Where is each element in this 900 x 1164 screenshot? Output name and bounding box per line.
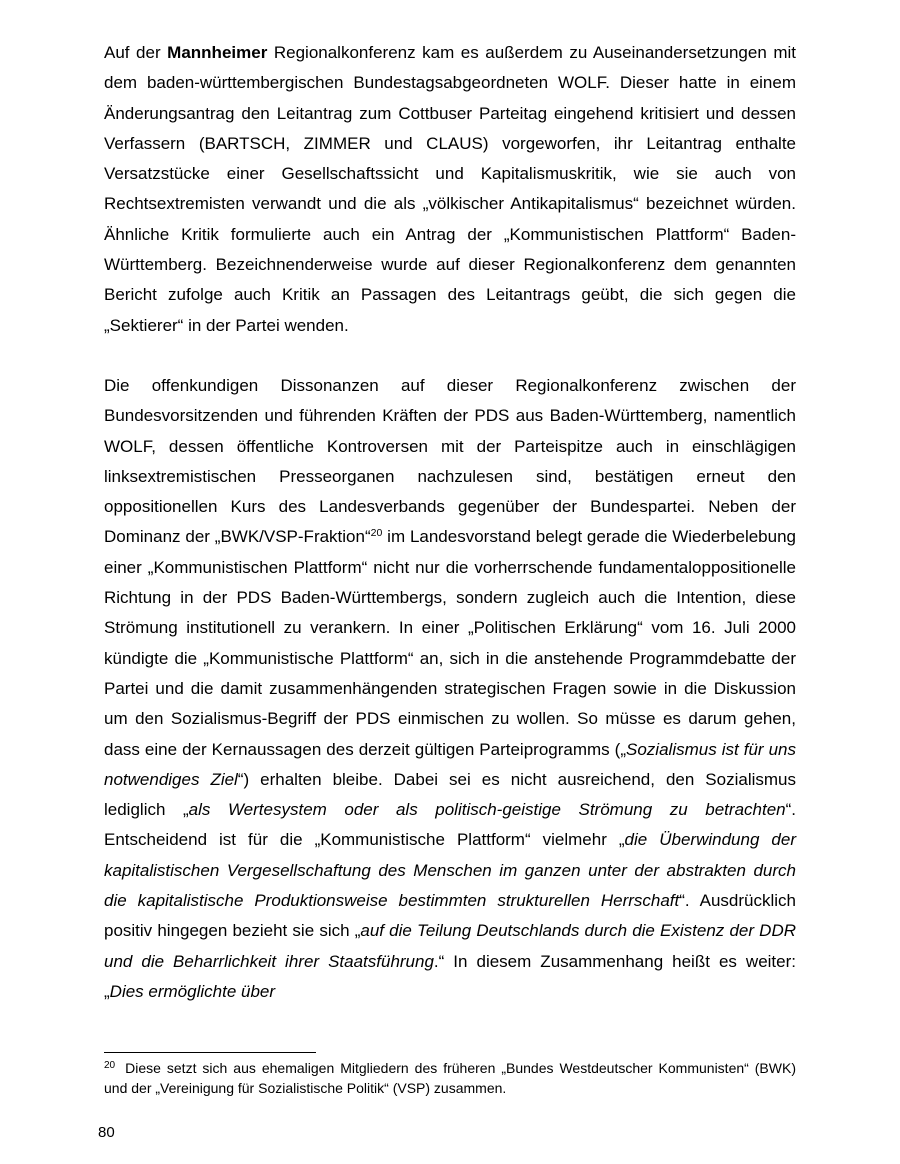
text-run: Regionalkonferenz kam es außerdem zu Auseinandersetzungen mit dem baden-württembergischen Bundestagsabgeordneten WOLF. Dieser hatte in einem Änderungsantrag den Leitantrag zum Cottbuser Parteitag eingehend kritisiert und dessen Verfassern (BARTSCH, ZIMMER und CLAUS) vorgeworfen, ihr Leitantrag enthalte Versatzstücke einer Gesellschaftssicht und Kapitalismuskritik, wie sie auch von Rechtsextremisten verwandt und die als „völkischer Antikapitalismus“ bezeichnet würden. Ähnliche Kritik formulierte auch ein Antrag der „Kommunistischen Plattform“ Baden-Württemberg. Bezeichnenderweise wurde auf dieser Regionalkonferenz dem genannten Bericht zufolge auch Kritik an Passagen des Leitantrags geübt, die sich gegen die „Sektierer“ in der Partei wenden.: [104, 43, 796, 335]
bold-text: Mannheimer: [167, 43, 268, 62]
text-run: Auf der: [104, 43, 168, 62]
page-body: [104, 38, 796, 1007]
paragraph-1: [104, 38, 796, 341]
text-run: “. Ausdrücklich positiv hingegen bezieht sie sich „: [104, 891, 796, 941]
footnote-number: 20: [104, 1060, 116, 1071]
text-run: “) erhalten bleibe. Dabei sei es nicht ausreichend, den Sozialismus lediglich „: [104, 769, 796, 820]
text-run: .“ In diesem Zusammenhang heißt es weiter: „: [104, 951, 796, 1001]
italic-quote: auf die Teilung Deutschlands durch die Existenz der DDR und die Beharrlichkeit ihrer Staatsführung: [104, 921, 797, 971]
italic-quote: die Überwindung der kapitalistischen Vergesellschaftung des Menschen im ganzen unter der abstrakten durch die kapitalistische Produktionsweise bestimmten strukturellen Herrschaft: [104, 830, 796, 911]
footnote-reference[interactable]: 20: [370, 527, 383, 540]
italic-quote: Sozialismus ist für uns notwendiges Ziel: [104, 739, 796, 789]
italic-quote: als Wertesystem oder als politisch-geistige Strömung zu betrachten: [188, 800, 786, 820]
text-run: im Landesvorstand belegt gerade die Wiederbelebung einer „Kommunistischen Plattform“ nicht nur die vorherrschende fundamentaloppositionelle Richtung in der PDS Baden-Württembergs, sondern zugleich auch die Intention, diese Strömung institutionell zu verankern. In einer „Politischen Erklärung“ vom 16. Juli 2000 kündigte die „Kommunistische Plattform“ an, sich in die anstehende Programmdebatte der Partei und die damit zusammenhängenden strategischen Fragen sowie in die Diskussion um den Sozialismus-Begriff der PDS einmischen zu wollen. So müsse es darum gehen, dass eine der Kernaussagen des derzeit gültigen Parteiprogramms („: [104, 527, 797, 759]
footnote-separator: [104, 1052, 316, 1053]
text-run: Die offenkundigen Dissonanzen auf dieser Regionalkonferenz zwischen der Bundesvorsitzenden und führenden Kräften der PDS aus Baden-Württemberg, namentlich WOLF, dessen öffentliche Kontroversen mit der Parteispitze auch in einschlägigen linksextremistischen Presseorganen nachzulesen sind, bestätigen erneut den oppositionellen Kurs des Landesverbands gegenüber der Bundespartei. Neben der Dominanz der „BWK/VSP-Fraktion“: [104, 375, 796, 547]
text-run: “. Entscheidend ist für die „Kommunistische Plattform“ vielmehr „: [104, 800, 796, 850]
paragraph-2: [104, 371, 796, 1007]
footnote: [104, 1058, 796, 1098]
page-number: 80: [98, 1124, 115, 1141]
footnote-text: Diese setzt sich aus ehemaligen Mitgliedern des früheren „Bundes Westdeutscher Kommunisten“ (BWK) und der „Vereinigung für Sozialistische Politik“ (VSP) zusammen.: [104, 1060, 796, 1096]
italic-quote: Dies ermöglichte über: [109, 981, 276, 1001]
paragraph-gap: [104, 341, 796, 371]
